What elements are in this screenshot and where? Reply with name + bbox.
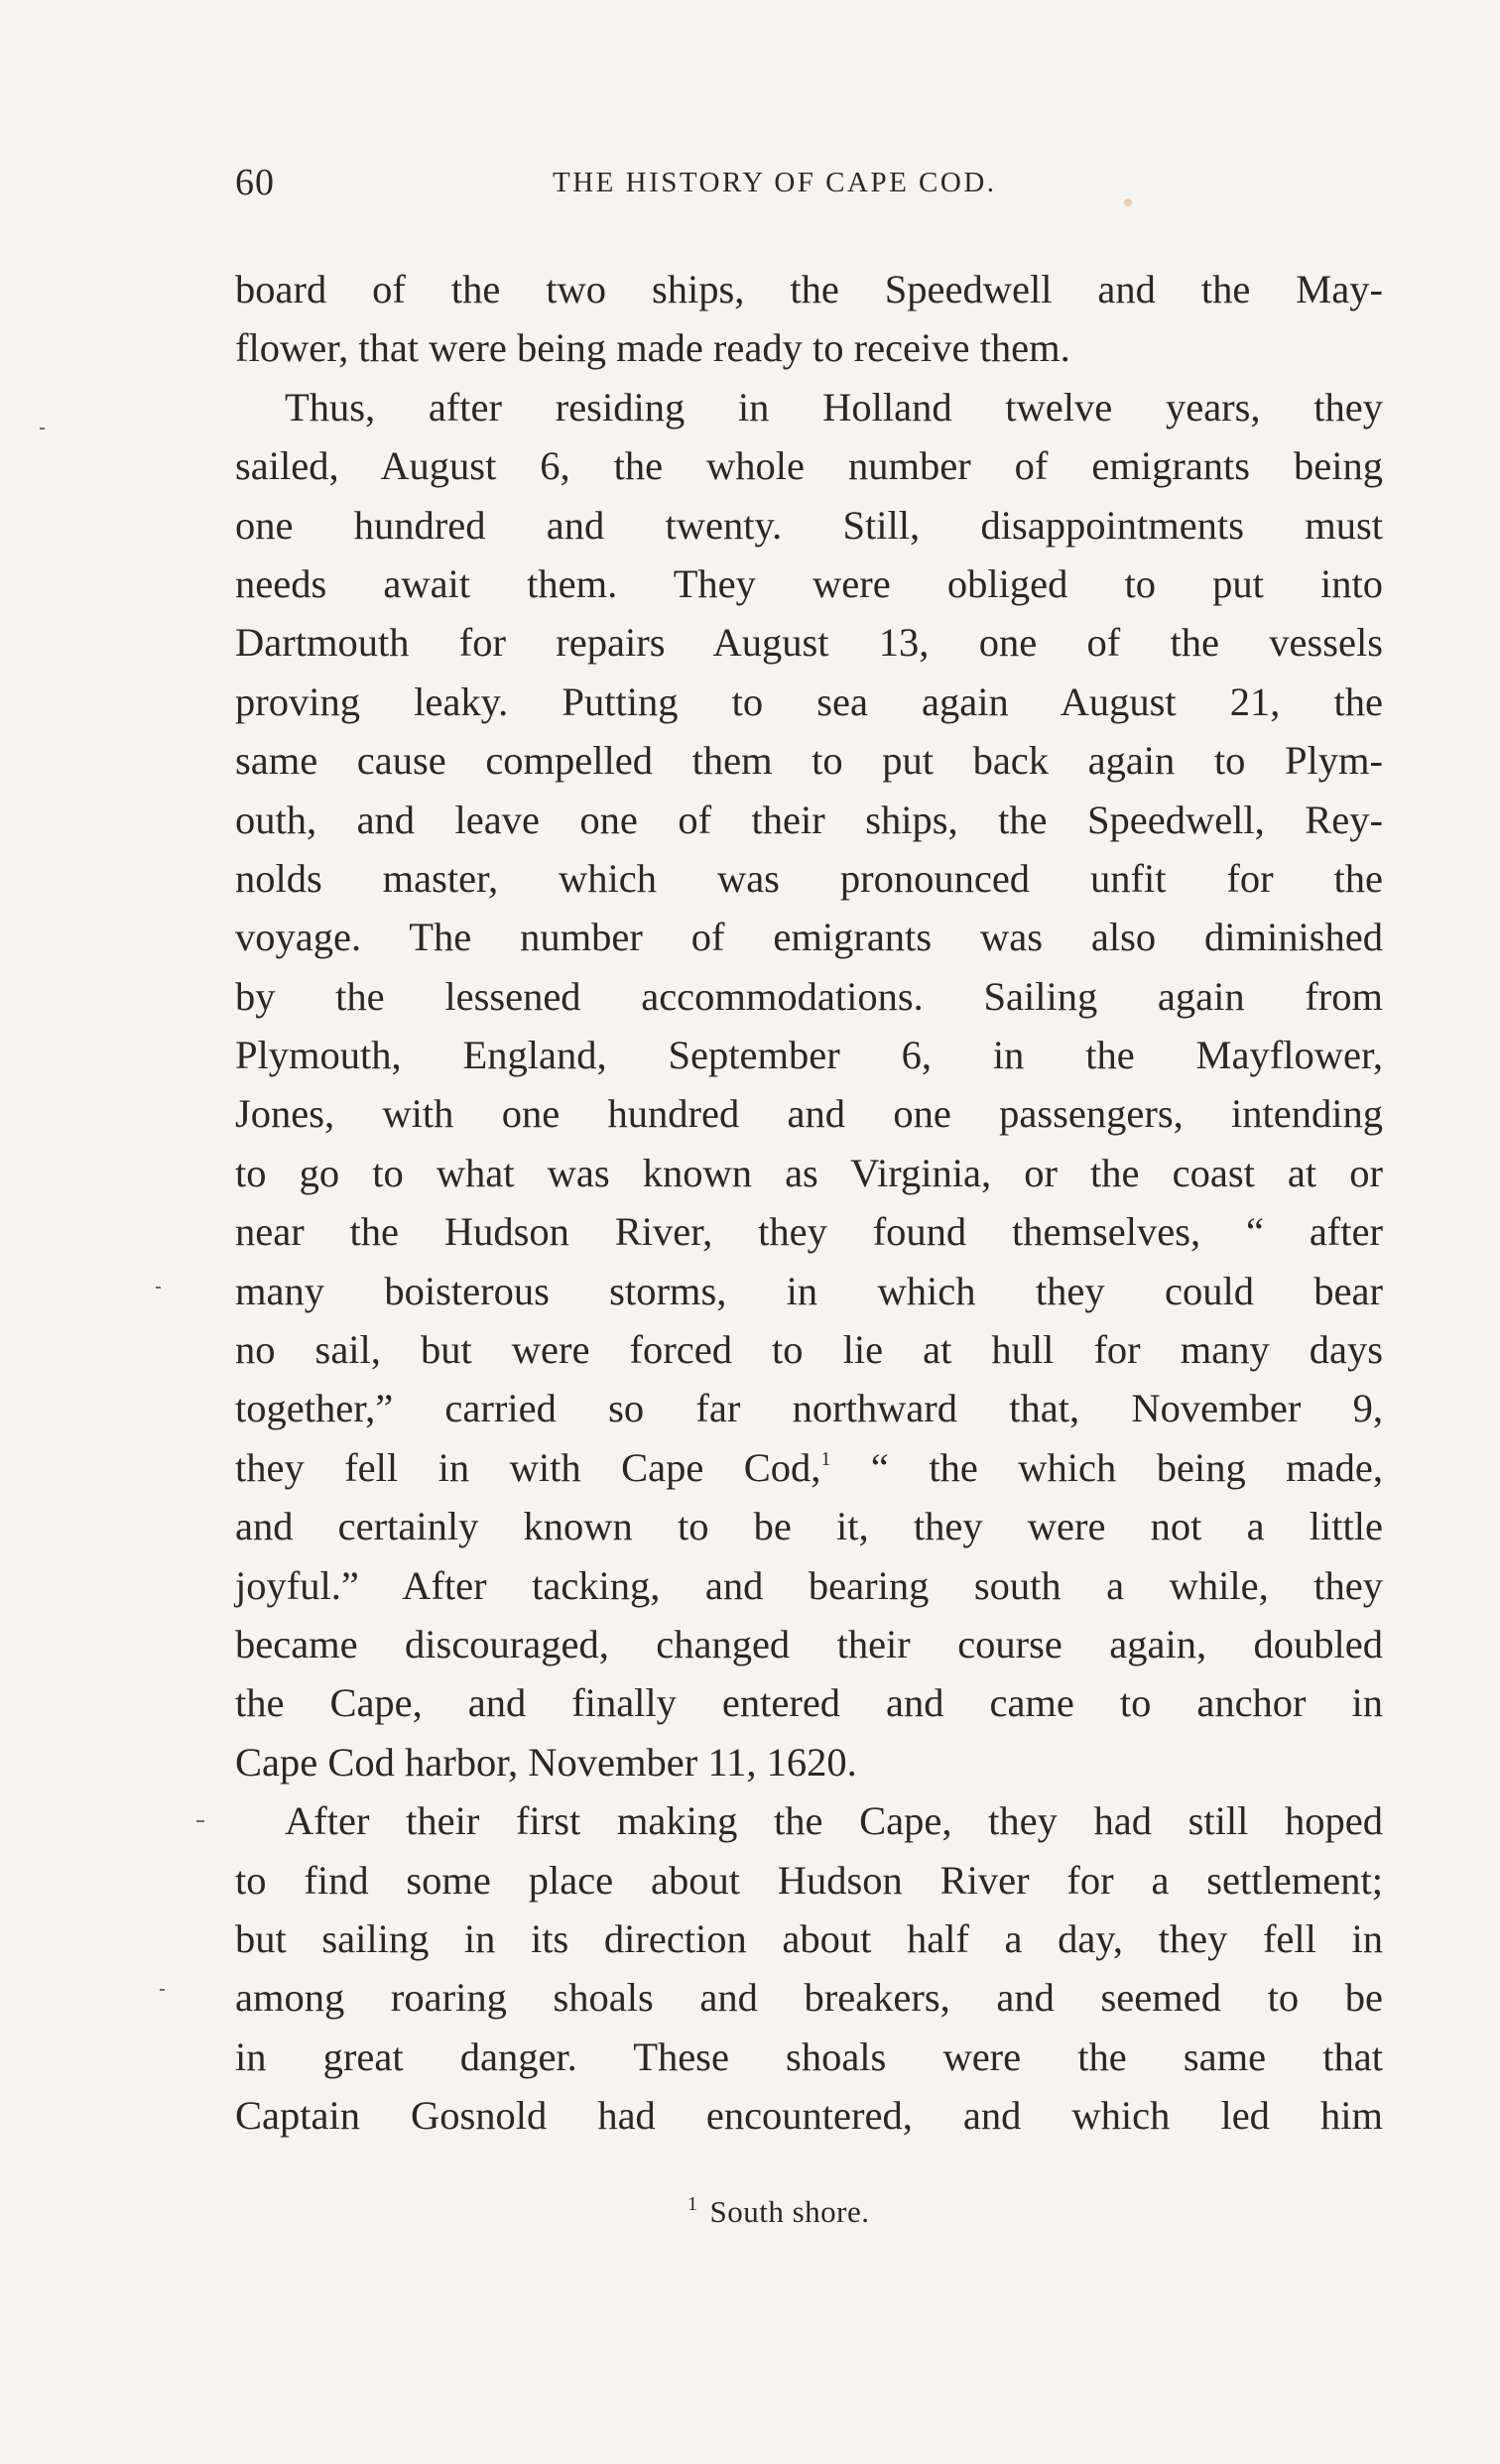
text-line: by the lessened accommodations. Sailing again from — [235, 973, 1383, 1019]
text-line: same cause compelled them to put back again to Plym- — [235, 738, 1383, 784]
margin-mark — [160, 1989, 165, 1991]
page-header — [235, 161, 1383, 210]
text-line: to find some place about Hudson River for a settlement; — [235, 1857, 1383, 1903]
text-line: the Cape, and finally entered and came to anchor in — [235, 1680, 1383, 1726]
footnote-marker: 1 — [688, 2193, 698, 2215]
text-line: to go to what was known as Virginia, or the coast at or — [235, 1150, 1383, 1195]
text-line: voyage. The number of emigrants was also diminished — [235, 915, 1383, 960]
margin-mark — [196, 1820, 204, 1822]
text-segment: they fell in with Cape Cod, — [235, 1444, 821, 1490]
footnote-text: South shore. — [709, 2194, 870, 2229]
text-line: became discouraged, changed their course again, doubled — [235, 1621, 1383, 1666]
margin-mark — [156, 1287, 161, 1289]
text-line: among roaring shoals and breakers, and seemed to be — [235, 1975, 1383, 2021]
text-line: Thus, after residing in Holland twelve years, they — [285, 384, 1383, 430]
text-line: Cape Cod harbor, November 11, 1620. — [235, 1739, 857, 1785]
text-line: outh, and leave one of their ships, the Speedwell, Rey- — [235, 797, 1383, 842]
text-line: Plymouth, England, September 6, in the Mayflower, — [235, 1033, 1383, 1078]
text-line: in great danger. These shoals were the same that — [235, 2033, 1383, 2079]
text-line: proving leaky. Putting to sea again August 21, the — [235, 678, 1383, 724]
text-line: but sailing in its direction about half a day, they fell in — [235, 1915, 1383, 1961]
text-line-with-footnote — [235, 1438, 1383, 1497]
text-line: near the Hudson River, they found themselves, “ after — [235, 1209, 1383, 1255]
text-line: sailed, August 6, the whole number of emigrants being — [235, 443, 1383, 489]
text-line: Dartmouth for repairs August 13, one of the vessels — [235, 620, 1383, 666]
footnote — [688, 2194, 870, 2230]
text-line: flower, that were being made ready to receive them. — [235, 325, 1070, 371]
text-segment: “ the which being made, — [830, 1444, 1383, 1490]
text-line: together,” carried so far northward that, November 9, — [235, 1386, 1383, 1431]
text-line: many boisterous storms, in which they could bear — [235, 1268, 1383, 1313]
text-line: nolds master, which was pronounced unfit for the — [235, 855, 1383, 901]
footnote-reference: 1 — [820, 1447, 831, 1470]
text-line: Captain Gosnold had encountered, and which led him — [235, 2093, 1383, 2139]
text-line: After their first making the Cape, they had still hoped — [285, 1798, 1383, 1844]
page-number: 60 — [235, 162, 275, 203]
text-line: board of the two ships, the Speedwell and the May- — [235, 267, 1383, 311]
text-line: and certainly known to be it, they were not a little — [235, 1504, 1383, 1549]
paper-speck — [1124, 198, 1132, 206]
text-line: Jones, with one hundred and one passengers, intending — [235, 1091, 1383, 1137]
text-line: needs await them. They were obliged to put into — [235, 560, 1383, 606]
text-line: one hundred and twenty. Still, disappointments must — [235, 502, 1383, 548]
body-text — [235, 260, 1383, 2146]
text-line: joyful.” After tacking, and bearing south a while, they — [235, 1562, 1383, 1608]
margin-mark — [40, 428, 45, 430]
text-line: no sail, but were forced to lie at hull for many days — [235, 1327, 1383, 1373]
running-head: THE HISTORY OF CAPE COD. — [553, 167, 997, 198]
